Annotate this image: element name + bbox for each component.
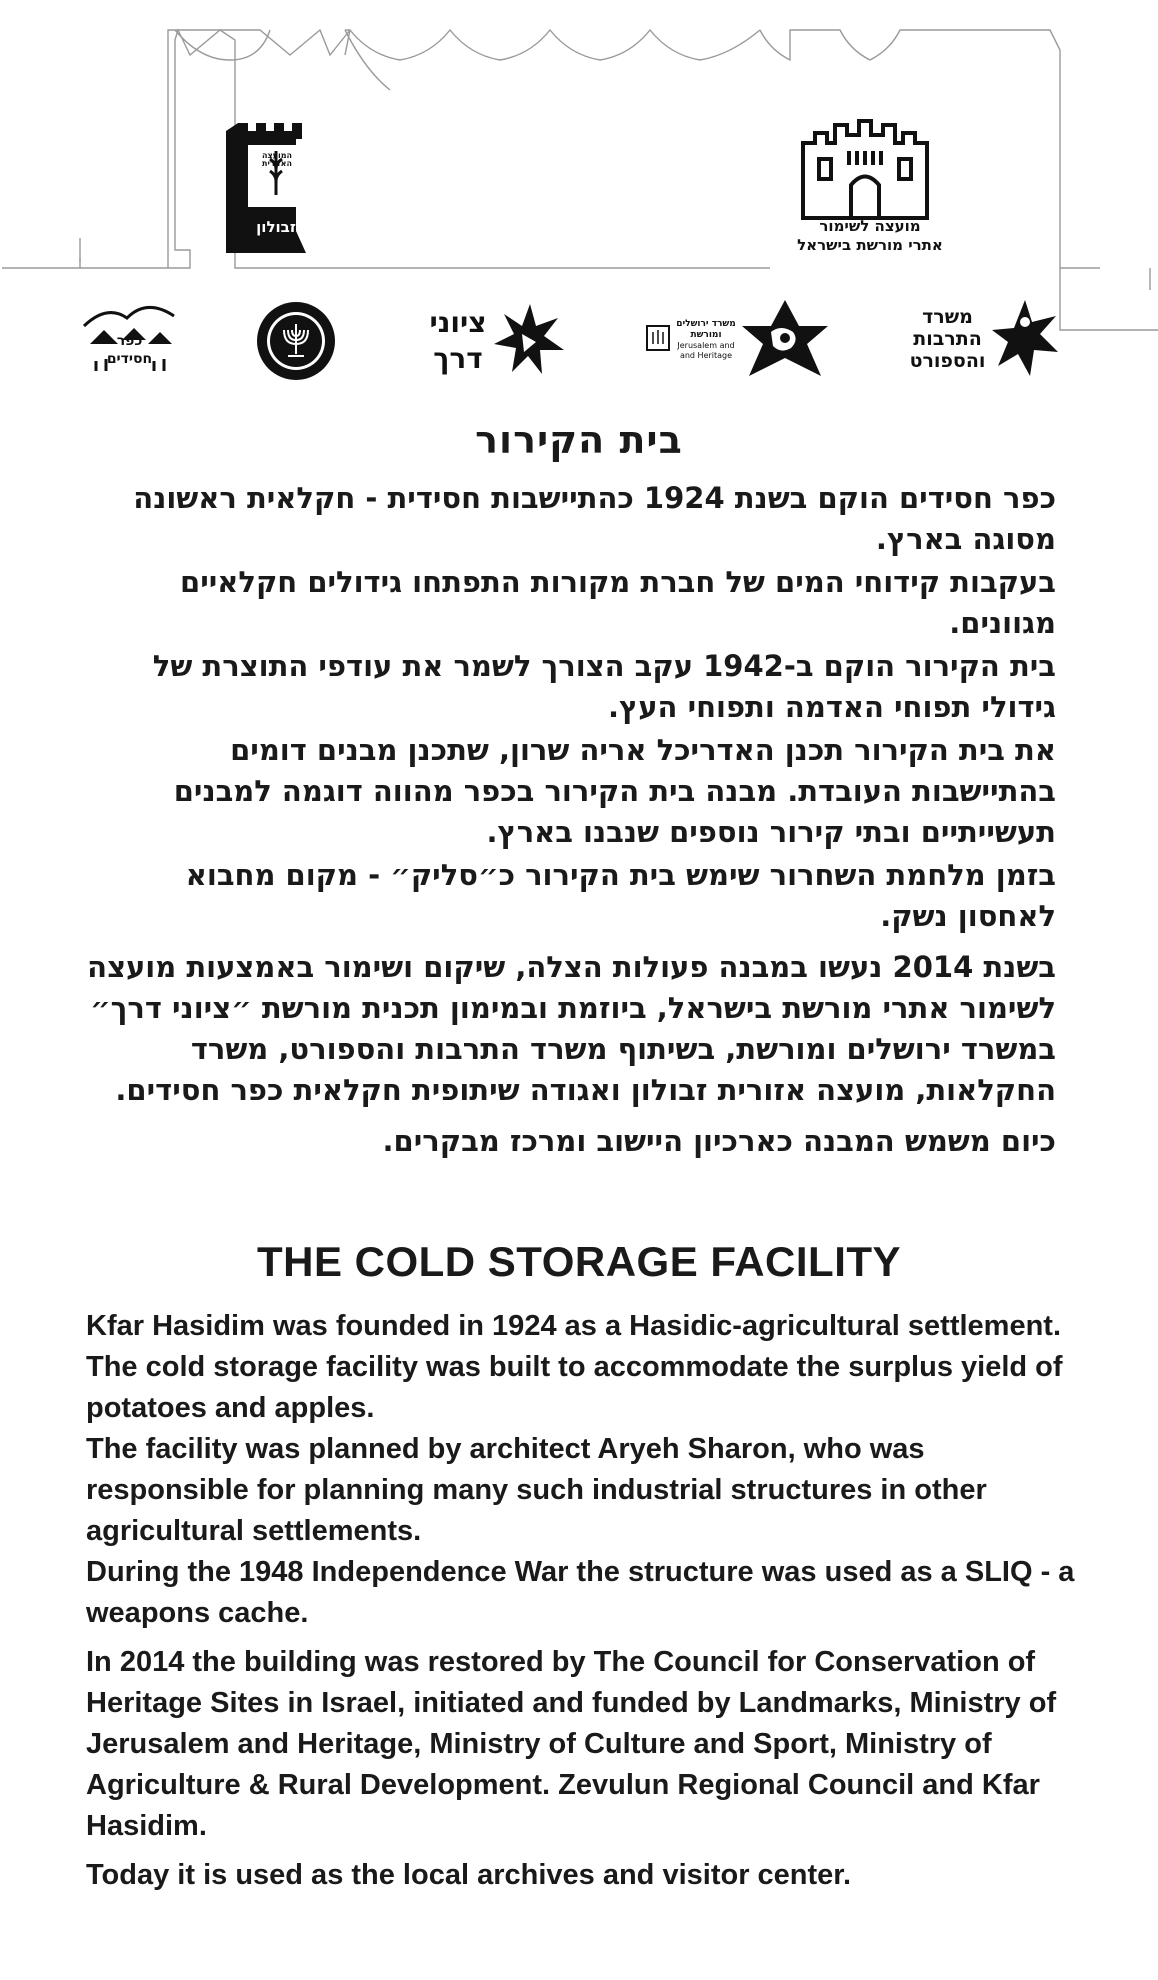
ministry-agriculture-emblem [255,300,337,382]
lion-star-icon [645,298,830,384]
kfar-hasidim-line1: כפר [116,333,143,349]
zevulun-council-logo [226,117,326,257]
culture-sport-ministry-logo [900,296,1060,386]
english-title: THE COLD STORAGE FACILITY [256,1238,902,1285]
hebrew-paragraph-1: כפר חסידים הוקם בשנת 1924 כהתיישבות חסידית - חקלאית ראשונה מסוגה בארץ. [133,481,1056,556]
castle-tower-icon [226,117,326,257]
tziyuni-derech-logo [418,296,568,388]
hebrew-paragraph-6: בשנת 2014 נעשו במבנה פעולות הצלה, שיקום ושימור באמצעות מועצה לשימור אתרי מורשת בישראל, ביוזמת ובמימון תכנית מורשת ״ציוני דרך״ במשרד ירושלים ומורשת, בשיתוף משרד התרבות והספורט, משרד החקלאות, מועצה אזורית זבולון ואגודה שיתופית חקלאית כפר חסידים. [87,950,1056,1107]
heritage-council-line2: אתרי מורשת בישראל [797,236,943,254]
english-paragraph-4: In 2014 the building was restored by The Council for Conservation of Heritage Sites in Israel, initiated and funded by Landmarks, Ministry of Jerusalem and Heritage, Ministry of Culture and Sport, Ministry of Agriculture & Rural Development. Zevulun Regional Council and Kfar Hasidim. [86,1646,1057,1842]
hebrew-paragraph-7: כיום משמש המבנה כארכיון היישוב ומרכז מבקרים. [382,1124,1056,1158]
english-paragraph-1: Kfar Hasidim was founded in 1924 as a Hasidic-agricultural settlement. The cold storage facility was built to accommodate the surplus yield of potatoes and apples. [86,1310,1063,1424]
castle-gate-icon [775,113,965,223]
english-paragraph-5: Today it is used as the local archives and visitor center. [86,1859,852,1891]
tziyuni-derech-line1: ציוני [429,306,487,339]
hebrew-title: בית הקירור [475,418,683,462]
culture-ministry-line2: התרבות [913,328,982,350]
menorah-seal-icon [255,300,337,382]
heritage-council-logo [775,113,965,263]
english-paragraph-2: The facility was planned by architect Aryeh Sharon, who was responsible for planning many such industrial structures in other agricultural settlements. [86,1433,987,1547]
hebrew-paragraph-5: בזמן מלחמת השחרור שימש בית הקירור כ״סליק״ - מקום מחבוא לאחסון נשק. [185,858,1056,933]
jerusalem-heritage-ministry-logo [645,298,830,384]
jerusalem-ministry-en-2: and Heritage [679,351,733,360]
heritage-council-line1: מועצה לשימור [819,217,921,235]
hebrew-paragraph-2: בעקבות קידוחי המים של חברת מקורות התפתחו גידולים חקלאיים מגוונים. [180,565,1056,640]
culture-ministry-line1: משרד [922,306,973,328]
jerusalem-ministry-heb-1: משרד ירושלים [676,319,736,329]
hebrew-paragraph-3: בית הקירור הוקם ב-1942 עקב הצורך לשמר את עודפי התוצרת של גידולי תפוחי האדמה ותפוחי העץ. [152,649,1056,724]
kfar-hasidim-logo [82,296,177,381]
hebrew-body [86,478,1056,1164]
hebrew-paragraph-4: את בית הקירור תכנן האדריכל אריה שרון, שתכנן מבנים דומים בהתיישבות העובדת. מבנה בית הקירור בכפר מהווה דוגמה למבנים תעשייתיים ובתי קירור נוספים שנבנו בארץ. [173,733,1056,849]
english-paragraph-3: During the 1948 Independence War the structure was used as a SLIQ - a weapons cache. [86,1556,1075,1629]
zevulun-logo-top-text: המועצה האזורית [261,151,293,169]
culture-ministry-line3: והספורט [909,350,986,372]
jerusalem-ministry-heb-2: ומורשת [690,330,722,340]
jerusalem-ministry-en-1: Jerusalem and [677,341,735,350]
english-body [86,1306,1086,1896]
zevulun-logo-name: זבולון [256,218,296,236]
tziyuni-derech-line2: דרך [433,342,483,375]
kfar-hasidim-line2: חסידים [106,351,153,367]
